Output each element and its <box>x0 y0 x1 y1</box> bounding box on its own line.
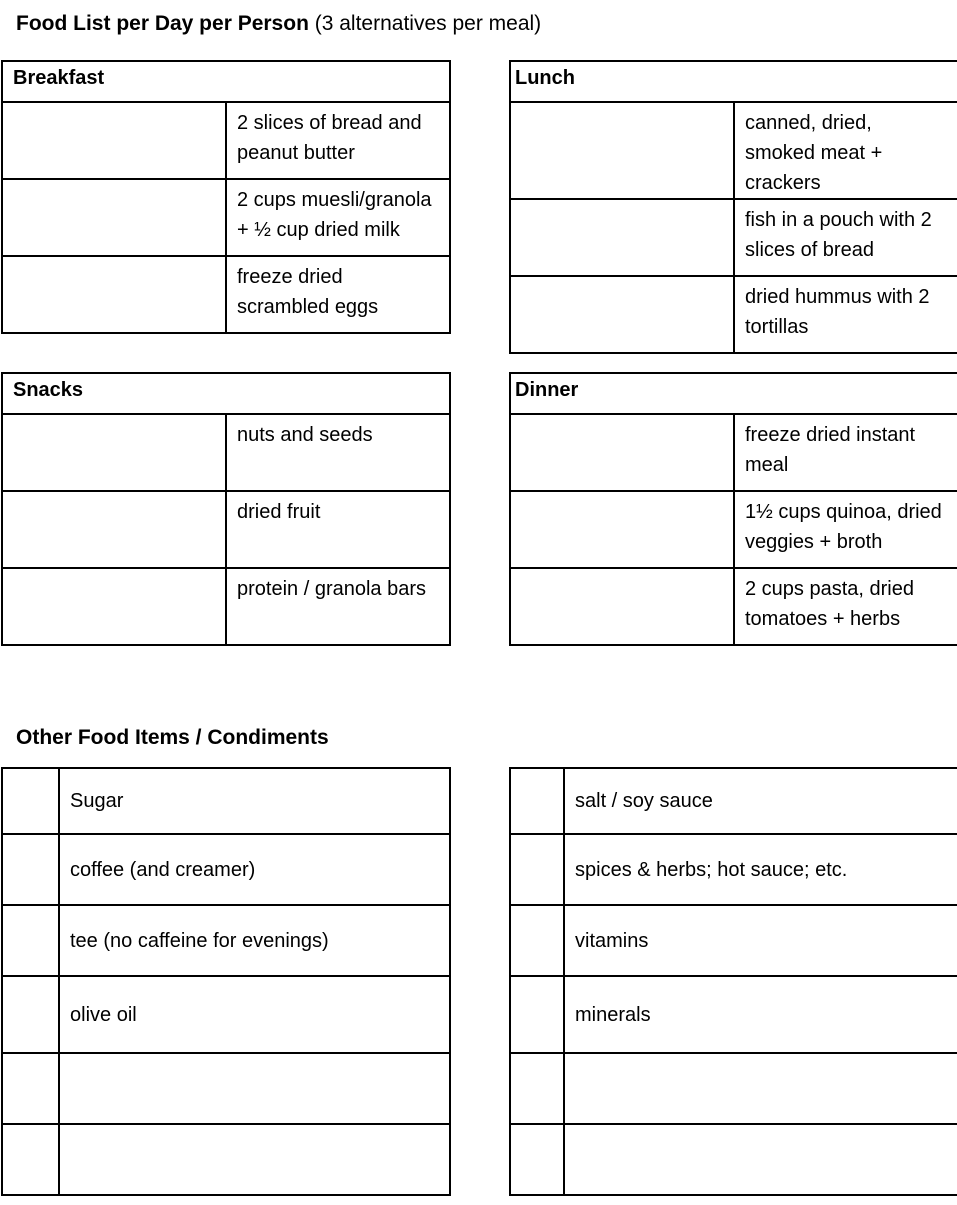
other-item[interactable] <box>564 1124 957 1195</box>
table-row <box>2 1053 450 1124</box>
checkbox-cell[interactable] <box>2 768 59 834</box>
table-row <box>510 276 957 353</box>
lunch-item: canned, dried, smoked meat + crackers <box>734 102 957 199</box>
table-row <box>510 102 957 199</box>
table-row <box>2 905 450 976</box>
checkbox-cell[interactable] <box>2 179 226 256</box>
checkbox-cell[interactable] <box>510 414 734 491</box>
other-items-left-table <box>1 767 451 1196</box>
page-title-main: Food List per Day per Person <box>16 12 309 35</box>
checkbox-cell[interactable] <box>510 276 734 353</box>
dinner-table <box>509 372 957 646</box>
snacks-header: Snacks <box>2 373 450 414</box>
checkbox-cell[interactable] <box>510 905 564 976</box>
other-item: spices & herbs; hot sauce; etc. <box>564 834 957 905</box>
table-row <box>510 976 957 1053</box>
checkbox-cell[interactable] <box>2 414 226 491</box>
other-item[interactable] <box>59 1124 450 1195</box>
page-title <box>16 10 541 38</box>
breakfast-item: 2 cups muesli/granola + ½ cup dried milk <box>226 179 450 256</box>
lunch-item: dried hummus with 2 tortillas <box>734 276 957 353</box>
other-item: tee (no caffeine for evenings) <box>59 905 450 976</box>
other-items-right-table <box>509 767 957 1196</box>
checkbox-cell[interactable] <box>510 199 734 276</box>
checkbox-cell[interactable] <box>510 568 734 645</box>
checkbox-cell[interactable] <box>510 834 564 905</box>
checkbox-cell[interactable] <box>2 1124 59 1195</box>
other-item: salt / soy sauce <box>564 768 957 834</box>
other-item: vitamins <box>564 905 957 976</box>
breakfast-header: Breakfast <box>2 61 450 102</box>
breakfast-item: 2 slices of bread and peanut butter <box>226 102 450 179</box>
table-row <box>510 414 957 491</box>
table-row <box>510 199 957 276</box>
other-item: minerals <box>564 976 957 1053</box>
other-item: coffee (and creamer) <box>59 834 450 905</box>
other-items-title: Other Food Items / Condiments <box>16 726 329 749</box>
table-row <box>2 256 450 333</box>
checkbox-cell[interactable] <box>2 491 226 568</box>
lunch-header: Lunch <box>510 61 957 102</box>
table-row <box>510 1053 957 1124</box>
checkbox-cell[interactable] <box>2 102 226 179</box>
checkbox-cell[interactable] <box>510 491 734 568</box>
checkbox-cell[interactable] <box>510 102 734 199</box>
table-row <box>510 491 957 568</box>
table-row <box>2 976 450 1053</box>
table-row <box>2 179 450 256</box>
lunch-item: fish in a pouch with 2 slices of bread <box>734 199 957 276</box>
checkbox-cell[interactable] <box>2 568 226 645</box>
other-item[interactable] <box>59 1053 450 1124</box>
table-row <box>2 568 450 645</box>
table-row <box>2 491 450 568</box>
table-row <box>510 834 957 905</box>
table-row <box>2 834 450 905</box>
breakfast-table <box>1 60 451 334</box>
dinner-item: 1½ cups quinoa, dried veggies + broth <box>734 491 957 568</box>
checkbox-cell[interactable] <box>2 976 59 1053</box>
dinner-header: Dinner <box>510 373 957 414</box>
other-item: olive oil <box>59 976 450 1053</box>
dinner-item: freeze dried instant meal <box>734 414 957 491</box>
table-row <box>510 1124 957 1195</box>
checkbox-cell[interactable] <box>510 768 564 834</box>
page-title-subtitle: (3 alternatives per meal) <box>308 12 542 35</box>
checkbox-cell[interactable] <box>510 1053 564 1124</box>
checkbox-cell[interactable] <box>2 256 226 333</box>
dinner-item: 2 cups pasta, dried tomatoes + herbs <box>734 568 957 645</box>
table-row <box>510 568 957 645</box>
table-row <box>2 1124 450 1195</box>
snacks-item: dried fruit <box>226 491 450 568</box>
checkbox-cell[interactable] <box>510 1124 564 1195</box>
snacks-table <box>1 372 451 646</box>
lunch-table <box>509 60 957 354</box>
table-row <box>2 768 450 834</box>
table-row <box>2 414 450 491</box>
checkbox-cell[interactable] <box>2 834 59 905</box>
other-item[interactable] <box>564 1053 957 1124</box>
table-row <box>510 768 957 834</box>
other-item: Sugar <box>59 768 450 834</box>
breakfast-item: freeze dried scrambled eggs <box>226 256 450 333</box>
checkbox-cell[interactable] <box>2 1053 59 1124</box>
checkbox-cell[interactable] <box>2 905 59 976</box>
table-row <box>2 102 450 179</box>
snacks-item: protein / granola bars <box>226 568 450 645</box>
table-row <box>510 905 957 976</box>
snacks-item: nuts and seeds <box>226 414 450 491</box>
checkbox-cell[interactable] <box>510 976 564 1053</box>
